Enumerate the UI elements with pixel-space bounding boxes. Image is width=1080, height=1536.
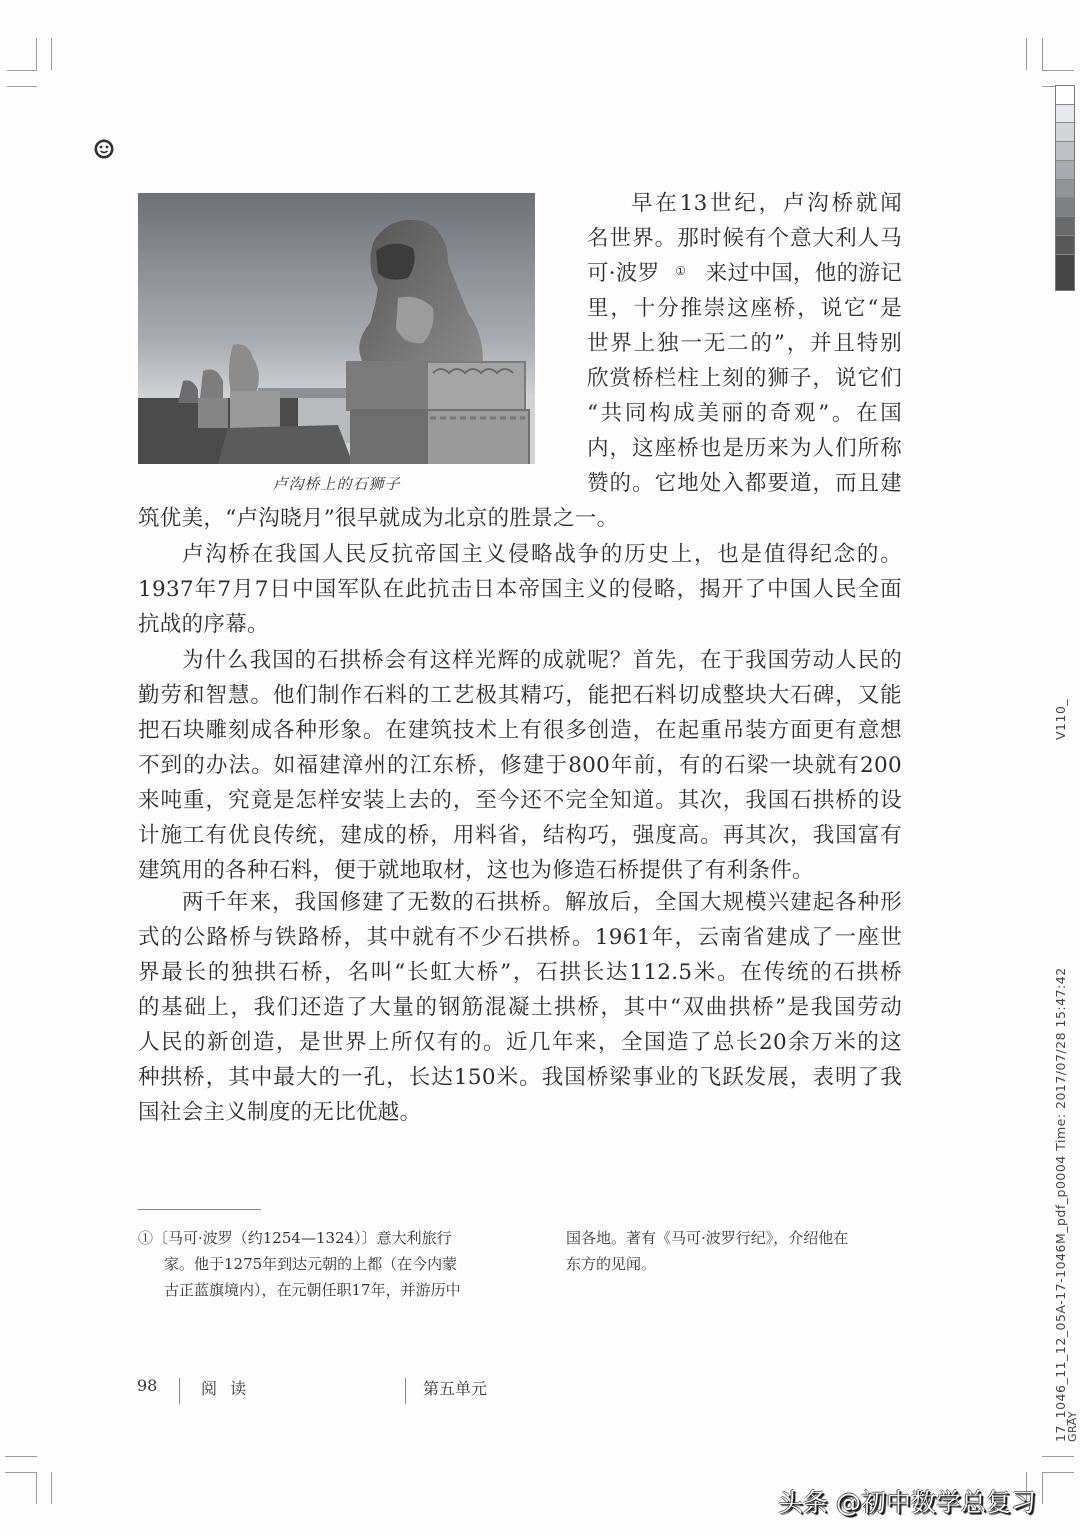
crop-mark: [1042, 70, 1074, 71]
figure-caption: 卢沟桥上的石狮子: [272, 475, 401, 493]
body-text-line: 人民的新创造，是世界上所仅有的。近几年来，全国造了总长20余万米的这: [138, 1030, 902, 1055]
body-text-line: 世界上独一无二的”，并且特别: [587, 331, 902, 356]
footnote-line: 古正蓝旗境内），在元朝任职17年，并游历中: [164, 1281, 461, 1299]
crop-mark: [36, 1472, 37, 1504]
body-text-line: 式的公路桥与铁路桥，其中就有不少石拱桥。1961年，云南省建成了一座世: [138, 925, 902, 950]
crop-mark: [5, 1472, 37, 1473]
body-text-line: 名世界。那时候有个意大利人马: [587, 226, 902, 251]
page-number: 98: [137, 1376, 158, 1395]
footnote-line: 家。他于1275年到达元朝的上都（在今内蒙: [164, 1255, 458, 1273]
crop-mark: [5, 1456, 37, 1457]
margin-gray-label: GRAY: [1066, 1410, 1079, 1442]
crop-mark: [36, 38, 37, 70]
body-text-line: 里，十分推崇这座桥，说它“是: [587, 296, 902, 321]
body-text-line: 早在13世纪，卢沟桥就闻: [631, 191, 902, 216]
crop-mark: [1042, 1472, 1043, 1504]
crop-mark: [51, 1472, 52, 1504]
body-text-line: 来吨重，究竟是怎样安装上去的，至今还不完全知道。其次，我国石拱桥的设: [138, 788, 902, 813]
text-segment: 来过中国，他的游记: [705, 261, 902, 286]
body-text-line: 欣赏桥栏柱上刻的狮子，说它们: [587, 366, 902, 391]
body-text-line: “共同构成美丽的奇观”。在国: [587, 401, 902, 426]
body-text-line: 两千年来，我国修建了无数的石拱桥。解放后，全国大规模兴建起各种形: [182, 890, 902, 915]
stone-lion-photo: [138, 193, 535, 464]
crop-mark: [1042, 1472, 1074, 1473]
body-text-line: 的基础上，我们还造了大量的钢筋混凝土拱桥，其中“双曲拱桥”是我国劳动: [138, 995, 902, 1020]
footnote-line: ①〔马可·波罗（约1254—1324）〕意大利旅行: [138, 1229, 452, 1247]
body-text-line: 勤劳和智慧。他们制作石料的工艺极其精巧，能把石料切成整块大石碑，又能: [138, 683, 902, 708]
body-text-line: 计施工有优良传统，建成的桥，用料省，结构巧，强度高。再其次，我国富有: [138, 823, 902, 848]
body-text-line: 种拱桥，其中最大的一孔，长达150米。我国桥梁事业的飞跃发展，表明了我: [138, 1065, 902, 1090]
smiley-face-icon: [94, 139, 114, 159]
body-text-line: 筑优美，“卢沟晓月”很早就成为北京的胜景之一。: [138, 506, 619, 531]
margin-code: V110_: [1053, 698, 1068, 740]
crop-mark: [51, 38, 52, 70]
body-text-line: 卢沟桥在我国人民反抗帝国主义侵略战争的历史上，也是值得纪念的。: [182, 542, 902, 567]
body-text-line: 不到的办法。如福建漳州的江东桥，修建于800年前，有的石梁一块就有200: [138, 753, 902, 778]
body-text-line: 抗战的序幕。: [138, 612, 269, 637]
body-text-line: 为什么我国的石拱桥会有这样光辉的成就呢？首先，在于我国劳动人民的: [182, 648, 902, 673]
footnote-marker[interactable]: ①: [675, 264, 687, 278]
crop-mark: [7, 86, 37, 87]
crop-mark: [1026, 38, 1027, 70]
text-segment: 可·波罗: [587, 261, 660, 286]
section-label: 阅 读: [201, 1379, 251, 1398]
crop-mark: [7, 70, 37, 71]
crop-mark: [1042, 38, 1043, 70]
footnote-line: 东方的见闻。: [566, 1255, 657, 1273]
body-text-line: 内，这座桥也是历来为人们所称: [587, 436, 902, 461]
grayscale-calibration-strip: [1055, 85, 1075, 291]
crop-mark: [1042, 86, 1056, 87]
crop-mark: [1042, 1456, 1074, 1457]
body-text-line: 建筑用的各种石料，便于就地取材，这也为修造石桥提供了有利条件。: [138, 858, 814, 883]
watermark: 头条 @初中数学总复习: [778, 1488, 1036, 1517]
body-text-line: 赞的。它地处入都要道，而且建: [587, 471, 902, 496]
footer-divider: [405, 1378, 406, 1404]
body-text-line: 界最长的独拱石桥，名叫“长虹大桥”，石拱长达112.5米。在传统的石拱桥: [138, 960, 902, 985]
body-text-line: 1937年7月7日中国军队在此抗击日本帝国主义的侵略，揭开了中国人民全面: [138, 577, 902, 602]
margin-print-info: 17_1046_11_12_05A-17-1046M_pdf_p0004 Time: 2017/07/28 15:47:42: [1053, 967, 1068, 1442]
footer-divider: [179, 1378, 180, 1404]
body-text-line: 把石块雕刻成各种形象。在建筑技术上有很多创造，在起重吊装方面更有意想: [138, 718, 902, 743]
body-text-line: [587, 256, 902, 291]
footnote-line: 国各地。著有《马可·波罗行纪》，介绍他在: [566, 1229, 849, 1247]
unit-label: 第五单元: [423, 1379, 488, 1398]
body-text-line: 国社会主义制度的无比优越。: [138, 1100, 422, 1125]
footnote-divider: [138, 1209, 261, 1210]
